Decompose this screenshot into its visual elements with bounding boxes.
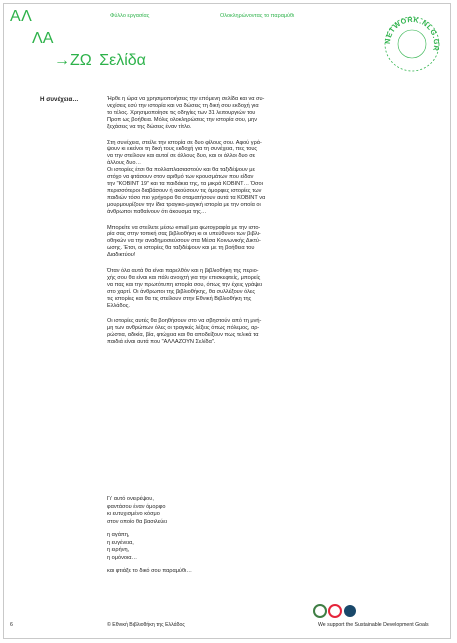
paragraph-line: παιδιών τόσο πιο γρήγορα θα σταματήσουν αυτά τα ΚΟΒΙΝΤ να: [107, 194, 266, 201]
poem-line: η ειρήνη,: [107, 547, 130, 553]
network-nlg-seal: [381, 13, 443, 75]
poem-closing-line: και φτιάξε το δικό σου παραμύθι…: [107, 568, 192, 574]
closing-poem: [107, 496, 192, 576]
paragraph-line: να πας και την πρωτότυπη ιστορία σου, όπως την έχεις γράψει: [107, 281, 262, 288]
poem-line: η ευγένεια,: [107, 539, 134, 546]
paragraph-line: Μπορείτε να στείλετε μέσω email μια φωτογραφία με την ιστο-: [107, 224, 261, 231]
paragraph-line: στο χαρτί. Οι άνθρωποι της βιβλιοθήκης, θα συλλέξουν όλες: [107, 288, 256, 295]
paragraph-line: Οι ιστορίες αυτές θα βοηθήσουν στο να σβηστούν από τη μνή-: [107, 318, 262, 325]
paragraph-line: Προπ ως βοήθεια. Μόλις ολοκληρώσεις την ιστορία σου, μην: [107, 116, 258, 123]
body-paragraph: [107, 268, 352, 309]
sdg-support-text: We support the Sustainable Development Goals: [318, 622, 429, 628]
sdg-circle-icon: [314, 605, 326, 617]
paragraph-line: Ήρθε η ώρα να χρησιμοποιήσεις την επόμενη σελίδα και να συ-: [107, 96, 265, 102]
paragraph-line: άνθρωποι παθαίνουν ότι άκουσμα της…: [107, 208, 207, 215]
worksheet-label: Φύλλο εργασίας: [110, 13, 150, 19]
paragraph-line: Οι ιστορίες έτσι θα πολλαπλασιαστούν και θα ταξιδέψουν με: [107, 167, 255, 174]
page-number: 6: [10, 622, 13, 628]
logo-line-2: ΛΑ: [32, 30, 54, 47]
paragraph-line: ωσης. Έτσι, οι ιστορίες θα ταξιδέψουν και με τη βοήθεια του: [107, 245, 255, 252]
body-paragraph: [107, 318, 352, 346]
body-paragraph: [107, 225, 352, 260]
poem-line: Γι' αυτό ονειρέψου,: [107, 496, 154, 502]
logo-title: Σελίδα: [99, 52, 146, 69]
paragraph-line: ρώστια, αδικία, βία, φτώχεια και θα αποδείξουν πως τελικά τα: [107, 332, 259, 339]
logo-arrow-zo: →ΖΩ: [54, 52, 92, 69]
paragraph-line: το τέλος. Χρησιμοποίησε τις οδηγίες των 31 λειτουργιών του: [107, 109, 256, 116]
paragraph-line: παιδιά είναι αυτά που "ΑΛΛΑΖΟΥΝ Σελίδα".: [107, 339, 216, 346]
poem-stanza-2: [107, 532, 192, 562]
body-paragraph: [107, 96, 352, 131]
seal-text: NETWORK.NLG.GR: [382, 14, 442, 53]
poem-line: η ομόνοια…: [107, 554, 138, 561]
paragraph-line: Στη συνέχεια, στείλε την ιστορία σε δυο φίλους σου. Αφού γρά-: [107, 139, 262, 146]
paragraph-line: Ελλάδος.: [107, 302, 130, 309]
paragraph-line: νεχίσεις εσύ την ιστορία και να δώσεις τη δική σου εκδοχή για: [107, 102, 259, 109]
paragraph-line: Όταν όλα αυτά θα είναι παρελθόν και η βιβλιοθήκη της περιο-: [107, 268, 259, 275]
body-paragraph: [107, 140, 352, 216]
section-label: Η συνέχεια…: [40, 96, 79, 103]
poem-line: η αγάπη,: [107, 532, 130, 538]
paragraph-line: ρία σας στην τοπική σας βιβλιοθήκη κι οι υπεύθυνοι των βιβλι-: [107, 231, 261, 238]
paragraph-line: τις ιστορίες και θα τις στείλουν στην Εθνική Βιβλιοθήκη της: [107, 295, 252, 302]
paragraph-line: χής σου θα είναι και πάλι ανοιχτή για την επισκεφτείς, μπορείς: [107, 274, 261, 281]
paragraph-line: στόχο να φτάσουν στον αριθμό των κρουσμάτων που είδαν: [107, 174, 254, 181]
paragraph-line: ξεχάσεις να της δώσεις έναν τίτλο.: [107, 123, 192, 130]
poem-line: στον οποίο θα βασιλεύει: [107, 518, 168, 525]
logo-line-3: [54, 52, 146, 70]
paragraph-line: ψουν κι εκείνοι τη δική τους εκδοχή για τη συνέχεια, πες τους: [107, 146, 258, 153]
paragraph-line: μη των ανθρώπων όλες οι τραγικές λέξεις όπως πόλεμος, αρ-: [107, 325, 260, 332]
paragraph-line: την "ΚΟΒΙΝΤ 19" και τα παιδάκια της, τα μικρά ΚΟΒΙΝΤ… Όσοι: [107, 180, 263, 187]
paragraph-line: περισσότεροι διαβάσουν ή ακούσουν τις όμορφες ιστορίες των: [107, 187, 262, 194]
paragraph-line: οθηκών να την αναδημοσιεύσουν στα Μέσα Κοινωνικής Δικτύ-: [107, 238, 261, 245]
paragraph-line: άλλους δυο…: [107, 160, 142, 167]
body-paragraphs: [107, 96, 352, 355]
poem-line: κι ευτυχισμένο κόσμο: [107, 511, 160, 517]
paragraph-line: να την στείλουν και αυτοί σε άλλους δυο, και οι άλλοι δυο σε: [107, 153, 256, 160]
poem-stanza-1: [107, 496, 192, 526]
header-subtitle: Ολοκληρώνοντας το παραμύθι: [220, 13, 295, 19]
sdg-goal-icon: [344, 605, 356, 617]
copyright-text: © Εθνική Βιβλιοθήκη της Ελλάδος: [107, 622, 185, 628]
paragraph-line: μουρμουρίζουν την ίδια τραγικο-μαγική ιστορία με την οποία οι: [107, 201, 261, 208]
logo-line-1: ΑΛ: [10, 8, 33, 25]
sdg-wheel-icon: [329, 605, 341, 617]
poem-line: φαντάσου έναν όμορφο: [107, 503, 166, 510]
paragraph-line: Διαδικτύου!: [107, 252, 136, 259]
sdg-logos: [313, 604, 357, 618]
svg-text:NETWORK.NLG.GR: [383, 15, 441, 52]
